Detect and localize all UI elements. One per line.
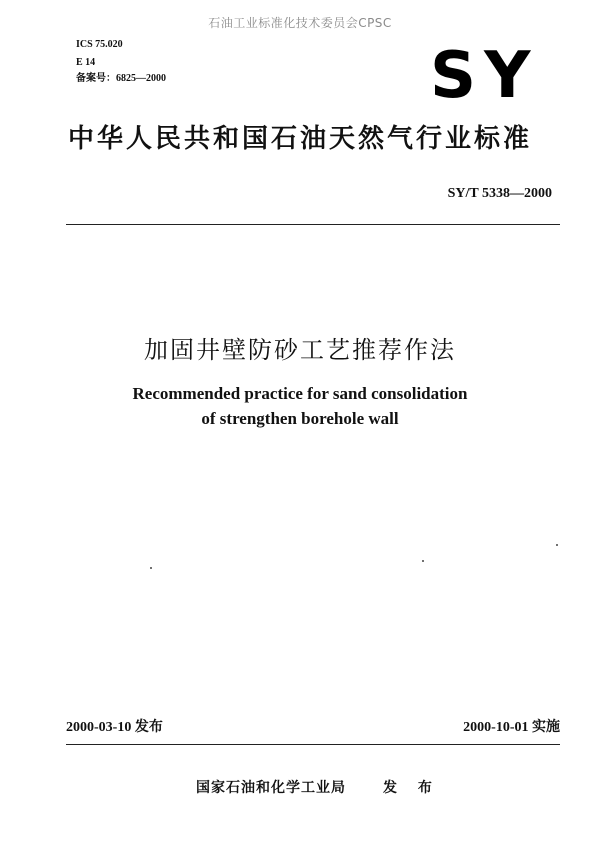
record-number: 备案号：6825—2000 <box>76 73 166 84</box>
issued-label: 发 布 <box>383 780 440 796</box>
issuing-authority: 国家石油和化学工业局 <box>196 780 346 796</box>
scan-speck <box>556 544 558 546</box>
standard-number: SY/T 5338—2000 <box>447 186 552 201</box>
watermark-text: 石油工业标准化技术委员会CPSC <box>208 16 392 30</box>
scan-speck <box>150 567 152 569</box>
ics-code: ICS 75.020 <box>76 39 123 50</box>
bottom-divider <box>66 744 560 745</box>
title-english-line2: of strengthen borehole wall <box>201 409 399 428</box>
title-chinese: 加固井壁防砂工艺推荐作法 <box>144 336 456 364</box>
scan-speck <box>422 560 424 562</box>
top-divider <box>66 224 560 225</box>
title-english-line1: Recommended practice for sand consolidation <box>132 384 468 403</box>
issue-date: 2000-03-10 发布 <box>66 720 163 735</box>
implementation-date: 2000-10-01 实施 <box>463 720 560 735</box>
category-code: E 14 <box>76 57 96 68</box>
standard-type-heading: 中华人民共和国石油天然气行业标准 <box>67 124 532 154</box>
sy-logo: SY <box>430 39 539 113</box>
